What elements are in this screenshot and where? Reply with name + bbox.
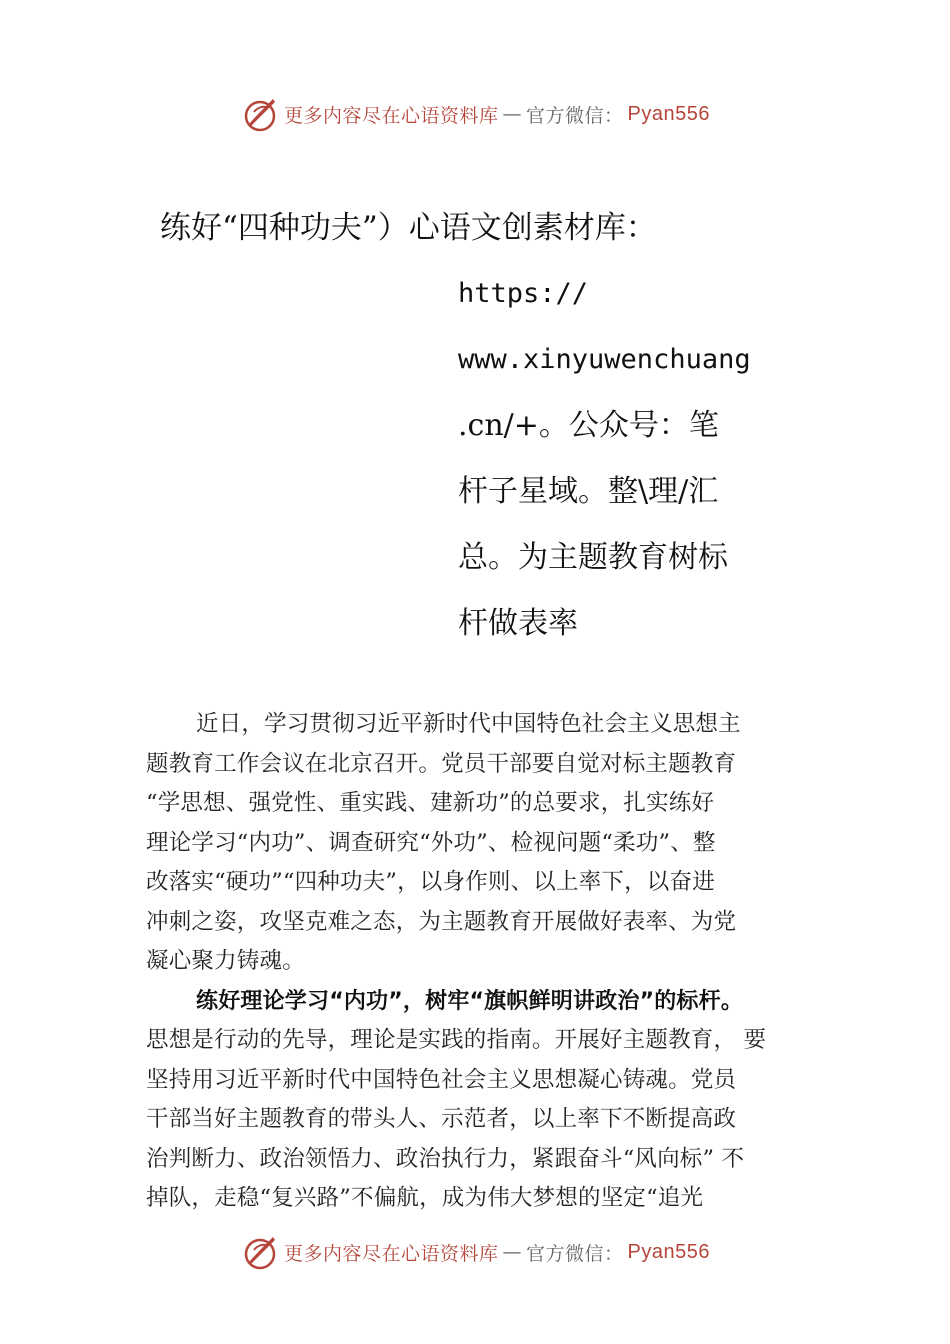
- paragraph-line: 改落实“硬功”“四种功夫”，以身作则、以上率下，以奋进: [146, 869, 715, 895]
- paragraph-line: “学思想、强党性、重实践、建新功”的总要求，扎实练好: [146, 790, 715, 816]
- paragraph-line: 理论学习“内功”、调查研究“外功”、检视问题“柔功”、整: [146, 829, 716, 856]
- document-title: 练好“四种功夫”）心语文创素材库：: [160, 210, 657, 246]
- title-continuation: [458, 266, 788, 662]
- title-line: https://: [458, 278, 589, 309]
- banner-brand-text: 更多内容尽在心语资料库: [284, 104, 499, 127]
- document-body: [146, 705, 826, 1219]
- paragraph-line: 干部当好主题教育的带头人、示范者，以上率下不断提高政: [146, 1106, 737, 1132]
- paragraph-line: 近日，学习贯彻习近平新时代中国特色社会主义思想主: [196, 711, 741, 737]
- pen-quill-icon: [240, 1232, 280, 1272]
- banner-dash: —: [502, 103, 523, 125]
- title-line: 杆做表率: [458, 606, 578, 641]
- paragraph-line: 坚持用习近平新时代中国特色社会主义思想凝心铸魂。党员: [146, 1066, 737, 1093]
- paragraph-line: 思想是行动的先导，理论是实践的指南。开展好主题教育， 要: [146, 1027, 767, 1053]
- banner-official-label: 官方微信：: [526, 1242, 624, 1265]
- banner-official-label: 官方微信：: [526, 104, 624, 127]
- pen-quill-icon: [240, 94, 280, 134]
- title-line: .cn/+。公众号：笔: [458, 408, 719, 443]
- header-banner: [0, 92, 950, 136]
- paragraph-line: 治判断力、政治领悟力、政治执行力，紧跟奋斗“风向标” 不: [146, 1145, 745, 1172]
- banner-wechat-id: Pyan556: [627, 102, 710, 125]
- paragraph-line: 凝心聚力铸魂。: [146, 948, 305, 974]
- banner-brand-text: 更多内容尽在心语资料库: [284, 1242, 499, 1265]
- paragraph-line: 题教育工作会议在北京召开。党员干部要自觉对标主题教育: [146, 750, 737, 777]
- banner-dash: —: [502, 1241, 523, 1263]
- banner-wechat-id: Pyan556: [627, 1240, 710, 1263]
- paragraph-line: 掉队，走稳“复兴路”不偏航，成为伟大梦想的坚定“追光: [146, 1185, 704, 1211]
- title-line: 总。为主题教育树标: [458, 540, 728, 575]
- footer-banner: [0, 1230, 950, 1274]
- title-line: 杆子星域。整\理/汇: [458, 474, 719, 509]
- section-heading: 练好理论学习“内功”，树牢“旗帜鲜明讲政治”的标杆。: [196, 988, 744, 1014]
- title-line: www.xinyuwenchuang: [458, 344, 751, 375]
- paragraph-line: 冲刺之姿，攻坚克难之态，为主题教育开展做好表率、为党: [146, 908, 737, 935]
